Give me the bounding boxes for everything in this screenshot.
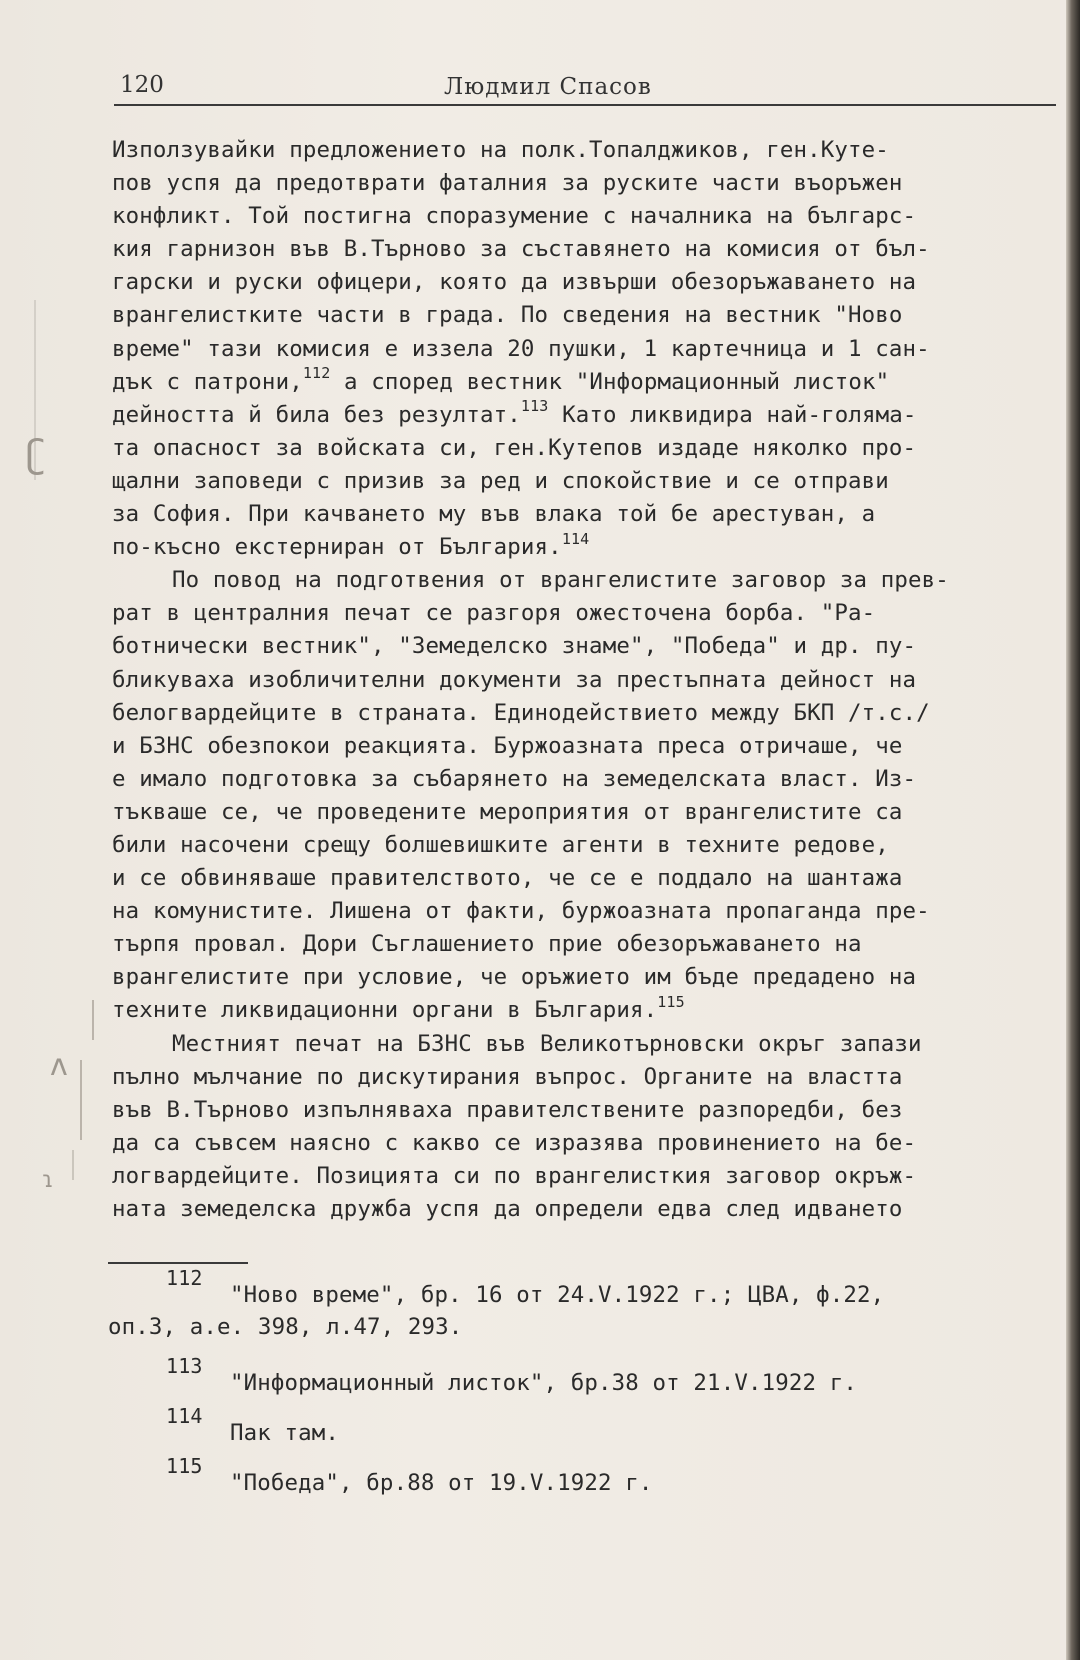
footnote-ref-113: 113 <box>520 397 549 416</box>
footnote-112 <box>108 1266 1048 1344</box>
paragraph-first-line: По повод на подготвения от врангелистите заговор за прев- <box>172 567 949 594</box>
footnote-mark: 112 <box>166 1266 203 1290</box>
body-line: ботнически вестник", "Земеделско знаме", "Победа" и др. пу- <box>112 633 917 660</box>
body-line-end: Като ликвидира най-голяма- <box>548 401 917 428</box>
body-line-start: дък с патрони, <box>112 368 303 395</box>
body-line: и се обвиняваше правителството, че се е поддало на шантажа <box>112 865 903 892</box>
running-title-author: Людмил Спасов <box>444 74 652 100</box>
margin-pencil-squiggle-icon: ᴧ <box>50 1048 68 1083</box>
body-text <box>112 134 1060 1226</box>
footnote-text: "Ново време", бр. 16 от 24.V.1922 г.; ЦВА, ф.22, <box>230 1282 885 1308</box>
body-line: бликуваха изобличителни документи за престъпната дейност на <box>112 666 917 693</box>
body-line: ната земеделска дружба успя да определи едва след идването <box>112 1196 903 1222</box>
footnote-113 <box>108 1354 1048 1400</box>
body-line-start: техните ликвидационни органи в България. <box>112 997 658 1024</box>
margin-pencil-stroke <box>72 1150 74 1180</box>
footnote-ref-114: 114 <box>561 529 590 548</box>
footnote-separator <box>108 1262 248 1264</box>
footnote-mark: 113 <box>166 1354 203 1378</box>
body-line: гарски и руски офицери, която да извърши обезоръжаването на <box>112 269 917 296</box>
body-line: белогвардейците в страната. Единодействието между БКП /т.с./ <box>112 699 930 726</box>
body-line: време" тази комисия е иззела 20 пушки, 1 картечница и 1 сан- <box>112 335 930 362</box>
body-line: та опасност за войската си, ген.Кутепов издаде няколко про- <box>112 434 917 461</box>
body-line-end: а според вестник "Информационный листок" <box>330 368 890 395</box>
page-header <box>114 70 1056 102</box>
body-line: конфликт. Той постигна споразумение с началника на българс- <box>112 203 917 230</box>
footnote-text-continued: оп.3, а.е. 398, л.47, 293. <box>108 1314 463 1340</box>
body-line: във В.Търново изпълняваха правителствените разпоредби, без <box>112 1096 903 1123</box>
footnote-115 <box>108 1454 1048 1500</box>
body-line <box>112 399 1060 432</box>
footnote-114 <box>108 1404 1048 1450</box>
body-line: врангелистите при условие, че оръжието им бъде предадено на <box>112 964 917 991</box>
body-line <box>112 994 1060 1027</box>
footnote-text: Пак там. <box>230 1420 340 1446</box>
body-line: на комунистите. Лишена от факти, буржоазната пропаганда пре- <box>112 898 930 925</box>
body-line-start: дейността й била без резултат. <box>112 401 521 428</box>
page-number: 120 <box>120 72 164 98</box>
body-line: пов успя да предотврати фаталния за руските части въоръжен <box>112 170 903 197</box>
body-line <box>112 366 1060 399</box>
body-line: логвардейците. Позицията си по врангелисткия заговор окръж- <box>112 1162 917 1189</box>
footnote-mark: 114 <box>166 1404 203 1428</box>
body-line: рат в централния печат се разгоря ожесточена борба. "Ра- <box>112 600 876 627</box>
footnote-text: "Победа", бр.88 от 19.V.1922 г. <box>230 1470 653 1496</box>
footnote-ref-112: 112 <box>302 364 331 383</box>
body-line: тъкваше се, че проведените мероприятия от врангелистите са <box>112 798 903 825</box>
margin-pencil-stroke <box>80 1060 82 1140</box>
header-rule <box>114 104 1056 106</box>
book-spine-shadow <box>1066 0 1080 1660</box>
body-line: за София. При качването му във влака той бе арестуван, а <box>112 501 876 528</box>
body-line: пълно мълчание по дискутирания въпрос. Органите на властта <box>112 1063 903 1090</box>
body-line-start: по-късно екстерниран от България. <box>112 534 562 561</box>
body-line: да са съвсем наясно с какво се изразява провинението на бе- <box>112 1129 917 1156</box>
margin-pencil-squiggle-icon: ʗ <box>26 432 46 476</box>
body-line: били насочени срещу болшевишките агенти в техните редове, <box>112 831 889 858</box>
body-line: търпя провал. Дори Съглашението прие обезоръжаването на <box>112 931 862 958</box>
body-line: врангелистките части в града. По сведения на вестник "Ново <box>112 302 903 329</box>
margin-pencil-squiggle-icon: ɿ <box>42 1168 54 1193</box>
body-line <box>112 531 1060 564</box>
footnotes <box>108 1266 1048 1500</box>
footnote-mark: 115 <box>166 1454 203 1478</box>
body-line: е имало подготовка за събарянето на земеделската власт. Из- <box>112 765 917 792</box>
body-line: и БЗНС обезпокои реакцията. Буржоазната преса отричаше, че <box>112 732 903 759</box>
paragraph-first-line: Местният печат на БЗНС във Великотърновски окръг запази <box>172 1030 922 1057</box>
body-line: Използувайки предложението на полк.Топалджиков, ген.Куте- <box>112 137 889 163</box>
footnote-text: "Информационный листок", бр.38 от 21.V.1922 г. <box>230 1370 857 1396</box>
margin-pencil-stroke <box>92 1000 94 1040</box>
body-line: кия гарнизон във В.Търново за съставянето на комисия от бъл- <box>112 236 930 263</box>
body-line: щални заповеди с призив за ред и спокойствие и се отправи <box>112 467 889 494</box>
footnote-ref-115: 115 <box>657 992 685 1011</box>
